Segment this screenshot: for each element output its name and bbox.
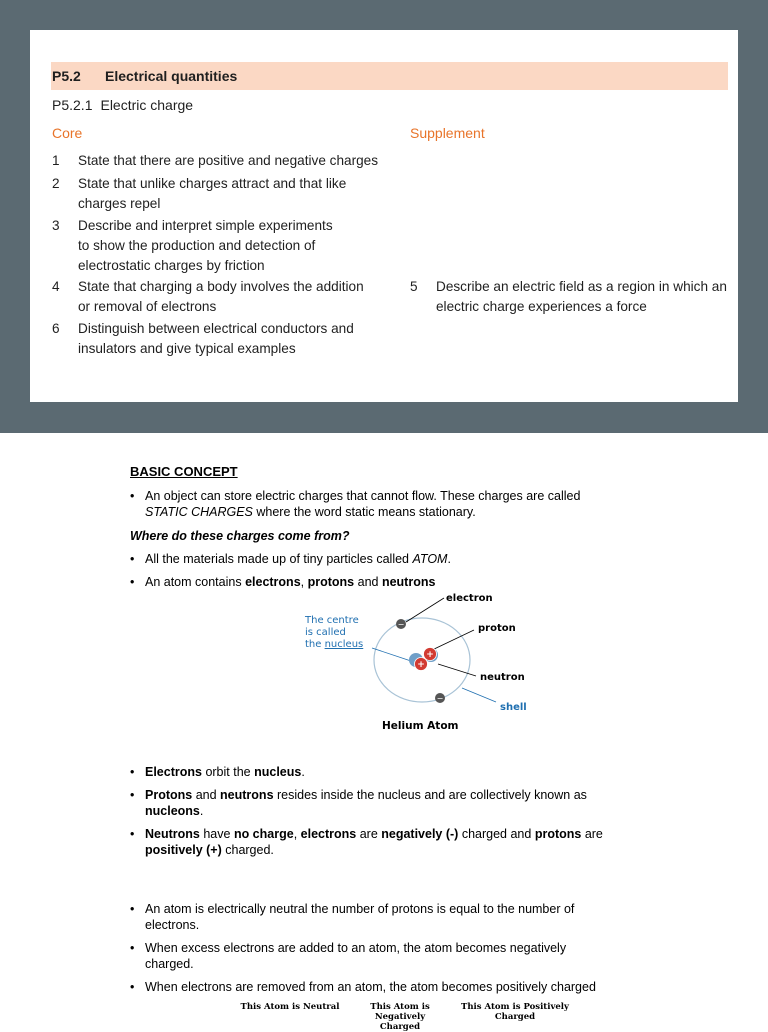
proton-label: proton (478, 623, 516, 634)
section-title: Electrical quantities (105, 68, 238, 84)
basic-concept-heading: BASIC CONCEPT (130, 464, 238, 479)
section-header (51, 62, 728, 90)
neutron-pointer (438, 664, 476, 676)
subsection-title: P5.2.1 Electric charge (52, 97, 194, 113)
caption-positive: This Atom is Positively Charged (461, 1002, 569, 1022)
core-heading: Core (52, 125, 83, 141)
caption-negative: This Atom is Negatively Charged (370, 1002, 430, 1032)
svg-text:−: − (436, 694, 444, 703)
shell-pointer (462, 688, 496, 702)
section-code: P5.2 (52, 68, 81, 84)
shell-label: shell (500, 702, 527, 713)
syllabus-card: P5.2 Electrical quantities P5.2.1 Electric charge Core Supplement 1 State that there are positive and negative charges 2 State that unlike charges attract and that like charges repel 3 Describe and interpret simple experiments to show the production and detection of electrostatic charges by friction 4 State that charging a body involves the addition or removal of electrons 6 Distinguish between electrical conductors and insulators and give typical examples 5 Describe an electric field as a region in which an electric charge experiences a force (30, 30, 738, 402)
syllabus-banner (0, 0, 768, 433)
caption-neutral: This Atom is Neutral (240, 1002, 340, 1012)
proton-pointer (430, 630, 474, 651)
centre-label: The centre (305, 615, 359, 626)
centre-label: the nucleus (305, 639, 364, 650)
question-text: Where do these charges come from? (130, 529, 350, 543)
nucleus-pointer (372, 648, 414, 662)
supplement-heading: Supplement (410, 125, 485, 141)
diagram-title: Helium Atom (382, 720, 459, 732)
centre-label: is called (305, 627, 346, 638)
helium-atom-diagram (298, 588, 538, 736)
svg-text:+: + (417, 660, 425, 670)
neutron-label: neutron (480, 672, 525, 683)
svg-text:−: − (397, 620, 405, 629)
electron-label: electron (446, 593, 493, 604)
svg-text:+: + (426, 650, 434, 660)
